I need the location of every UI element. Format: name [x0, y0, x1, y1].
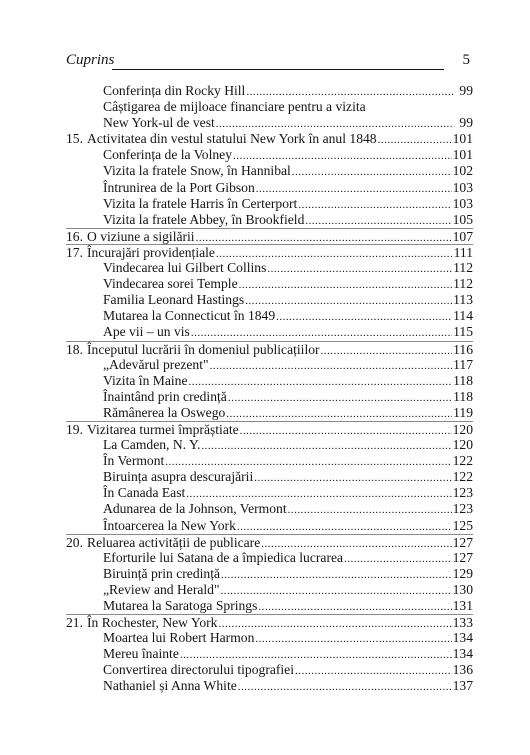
- dot-leader: [180, 647, 452, 663]
- page-ref: 99: [459, 115, 473, 131]
- dot-leader: [245, 293, 452, 309]
- toc-subentry-row: [66, 469, 473, 485]
- toc-subentry-row: [66, 389, 473, 405]
- dot-leader: [240, 423, 452, 439]
- running-header: [66, 52, 472, 70]
- page-ref: 134: [452, 630, 473, 646]
- page-ref: 101: [452, 131, 473, 147]
- dot-leader: [189, 374, 453, 390]
- toc-subentry-row: [66, 308, 473, 324]
- dot-leader: [246, 84, 454, 100]
- dot-leader: [239, 277, 453, 293]
- page-ref: 114: [453, 308, 473, 324]
- toc-subentry-row: [66, 646, 473, 662]
- page-ref: 102: [452, 163, 473, 179]
- chapter-number: 17.: [66, 244, 83, 260]
- chapter-title: Încurajări providențiale: [87, 244, 215, 260]
- page-ref: 125: [452, 517, 473, 533]
- subentry-title: Conferința din Rocky Hill: [103, 83, 246, 98]
- dot-leader: [216, 116, 454, 132]
- subentry-title: Vizita la fratele Snow, în Hannibal: [103, 163, 291, 179]
- page-ref: 115: [453, 324, 473, 340]
- dot-leader: [191, 325, 452, 341]
- dot-leader: [295, 663, 452, 679]
- chapter-title: O viziune a sigilării: [87, 228, 195, 244]
- subentry-title: Conferința de la Volney: [103, 147, 232, 163]
- page-ref: 134: [452, 646, 473, 662]
- dot-leader: [228, 390, 452, 406]
- header-title: Cuprins: [66, 52, 115, 68]
- table-of-contents: [66, 83, 473, 695]
- subentry-title: Mereu înainte: [103, 646, 179, 662]
- header-rule: [112, 69, 444, 70]
- toc-chapter-row: [66, 131, 473, 147]
- toc-subentry-row: [66, 501, 473, 517]
- toc-subentry-row: [66, 550, 473, 566]
- toc-subentry-row: [66, 662, 473, 678]
- toc-subentry-row: [66, 357, 473, 373]
- subentry-title: Înaintând prin credință: [103, 388, 227, 404]
- page-number: 5: [462, 52, 470, 68]
- page-ref: 120: [452, 437, 473, 453]
- subentry-title: Eforturile lui Satana de a împiedica lucrarea: [103, 549, 344, 565]
- toc-subentry-row: [66, 582, 473, 598]
- subentry-title: Mutarea la Connecticut în 1849: [103, 308, 276, 324]
- subentry-title: Adunarea de la Johnson, Vermont: [103, 501, 287, 517]
- subentry-title: Convertirea directorului tipografiei: [103, 662, 294, 678]
- toc-chapter-row: [66, 244, 473, 260]
- subentry-title: Vizita la fratele Abbey, în Brookfield: [103, 211, 305, 227]
- page-ref: 122: [452, 469, 473, 485]
- subentry-title: Rămânerea la Oswego: [103, 404, 226, 420]
- page-ref: 111: [453, 244, 473, 260]
- dot-leader: [186, 486, 451, 502]
- dot-leader: [238, 679, 452, 695]
- page-ref: 137: [452, 678, 473, 694]
- toc-chapter-row: [66, 614, 473, 630]
- dot-leader: [344, 551, 452, 567]
- page-ref: 101: [452, 147, 473, 163]
- toc-subentry-row: [66, 147, 473, 163]
- page-ref: 122: [452, 453, 473, 469]
- dot-leader: [276, 309, 452, 325]
- subentry-title: New York-ul de vest: [103, 115, 215, 131]
- page-ref: 105: [452, 211, 473, 227]
- page-ref: 107: [452, 228, 473, 244]
- toc-subentry-row: [66, 292, 473, 308]
- chapter-number: 19.: [66, 421, 83, 437]
- toc-subentry-row: [66, 212, 473, 228]
- toc-chapter-row: [66, 534, 473, 550]
- subentry-title: În Vermont: [103, 453, 165, 469]
- page-ref: 123: [452, 485, 473, 501]
- page-ref: 129: [452, 565, 473, 581]
- toc-subentry-row: [66, 276, 473, 292]
- chapter-number: 16.: [66, 228, 83, 244]
- toc-subentry-row: [66, 453, 473, 469]
- dot-leader: [210, 358, 453, 374]
- toc-chapter-row: [66, 228, 473, 244]
- dot-leader: [255, 631, 451, 647]
- subentry-title: Vizita în Maine: [103, 372, 188, 388]
- page-ref: 112: [453, 276, 473, 292]
- page-ref: 112: [453, 260, 473, 276]
- chapter-title: Vizitarea turmei împrăștiate: [87, 421, 239, 437]
- page-ref: 131: [452, 598, 473, 613]
- toc-subentry-row: [66, 163, 473, 179]
- toc-subentry-row: [66, 598, 473, 614]
- page-ref: 119: [453, 404, 473, 420]
- dot-leader: [256, 181, 452, 197]
- dot-leader: [221, 583, 452, 599]
- subentry-title: Vindecarea sorei Temple: [103, 276, 238, 292]
- page-ref: 117: [453, 356, 473, 372]
- chapter-title: Începutul lucrării în domeniul publicațiilor: [87, 341, 320, 357]
- subentry-title: Mutarea la Saratoga Springs: [103, 598, 258, 613]
- toc-subentry-row: [66, 485, 473, 501]
- page-ref: 99: [459, 83, 473, 98]
- toc-chapter-row: [66, 341, 473, 357]
- dot-leader: [254, 470, 451, 486]
- dot-leader: [226, 406, 452, 422]
- toc-subentry-row: [66, 630, 473, 646]
- page-ref: 127: [452, 549, 473, 565]
- page-ref: 127: [452, 534, 473, 550]
- subentry-title: Întrunirea de la Port Gibson: [103, 179, 255, 195]
- toc-subentry-row: [66, 405, 473, 421]
- dot-leader: [201, 438, 451, 454]
- dot-leader: [267, 261, 452, 277]
- subentry-title: Vindecarea lui Gilbert Collins: [103, 260, 267, 276]
- subentry-title: Ape vii – un vis: [103, 324, 190, 340]
- toc-chapter-row: [66, 421, 473, 437]
- dot-leader: [165, 454, 451, 470]
- page-ref: 113: [453, 292, 473, 308]
- subentry-title: Câștigarea de mijloace financiare pentru a vizita: [103, 99, 366, 115]
- subentry-title: Nathaniel și Anna White: [103, 678, 237, 694]
- subentry-title: „Adevărul prezent": [103, 356, 209, 372]
- page-ref: 103: [452, 195, 473, 211]
- dot-leader: [233, 148, 452, 164]
- toc-subentry-row: [66, 115, 473, 131]
- chapter-number: 21.: [66, 615, 83, 631]
- dot-leader: [378, 132, 452, 148]
- dot-leader: [221, 567, 452, 583]
- toc-subentry-row: [66, 99, 473, 115]
- page-ref: 120: [452, 421, 473, 437]
- subentry-title: Vizita la fratele Harris în Certerport: [103, 195, 298, 211]
- page-ref: 118: [453, 372, 473, 388]
- toc-subentry-row: [66, 260, 473, 276]
- subentry-title: Biruință prin credință: [103, 565, 221, 581]
- chapter-title: În Rochester, New York: [87, 615, 218, 631]
- subentry-title: „Review and Herald": [103, 581, 220, 597]
- subentry-title: Moartea lui Robert Harmon: [103, 630, 255, 646]
- chapter-number: 18.: [66, 341, 83, 357]
- dot-leader: [196, 230, 452, 246]
- toc-subentry-row: [66, 566, 473, 582]
- dot-leader: [258, 599, 451, 615]
- toc-subentry-row: [66, 373, 473, 389]
- dot-leader: [288, 502, 452, 518]
- chapter-number: 15.: [66, 131, 83, 147]
- page-ref: 116: [453, 341, 473, 357]
- page-ref: 136: [452, 662, 473, 678]
- dot-leader: [292, 164, 452, 180]
- page-ref: 130: [452, 581, 473, 597]
- toc-subentry-row: [66, 518, 473, 534]
- chapter-title: Reluarea activității de publicare: [87, 534, 261, 550]
- chapter-number: 20.: [66, 534, 83, 550]
- chapter-title: Activitatea din vestul statului New York în anul 1848: [87, 131, 377, 147]
- page-ref: 123: [452, 501, 473, 517]
- toc-subentry-row: [66, 180, 473, 196]
- subentry-title: La Camden, N. Y.: [103, 437, 201, 453]
- dot-leader: [305, 213, 451, 229]
- dot-leader: [298, 197, 451, 213]
- dot-leader: [321, 343, 453, 359]
- toc-subentry-row: [66, 83, 473, 99]
- subentry-title: Întoarcerea la New York: [103, 517, 236, 533]
- subentry-title: Biruința asupra descurajării: [103, 469, 254, 485]
- page-ref: 133: [452, 615, 473, 631]
- toc-subentry-row: [66, 678, 473, 694]
- subentry-title: Familia Leonard Hastings: [103, 292, 245, 308]
- toc-subentry-row: [66, 437, 473, 453]
- toc-subentry-row: [66, 196, 473, 212]
- subentry-title: În Canada East: [103, 485, 186, 501]
- page-ref: 118: [453, 388, 473, 404]
- page-ref: 103: [452, 179, 473, 195]
- dot-leader: [237, 519, 452, 535]
- toc-subentry-row: [66, 324, 473, 340]
